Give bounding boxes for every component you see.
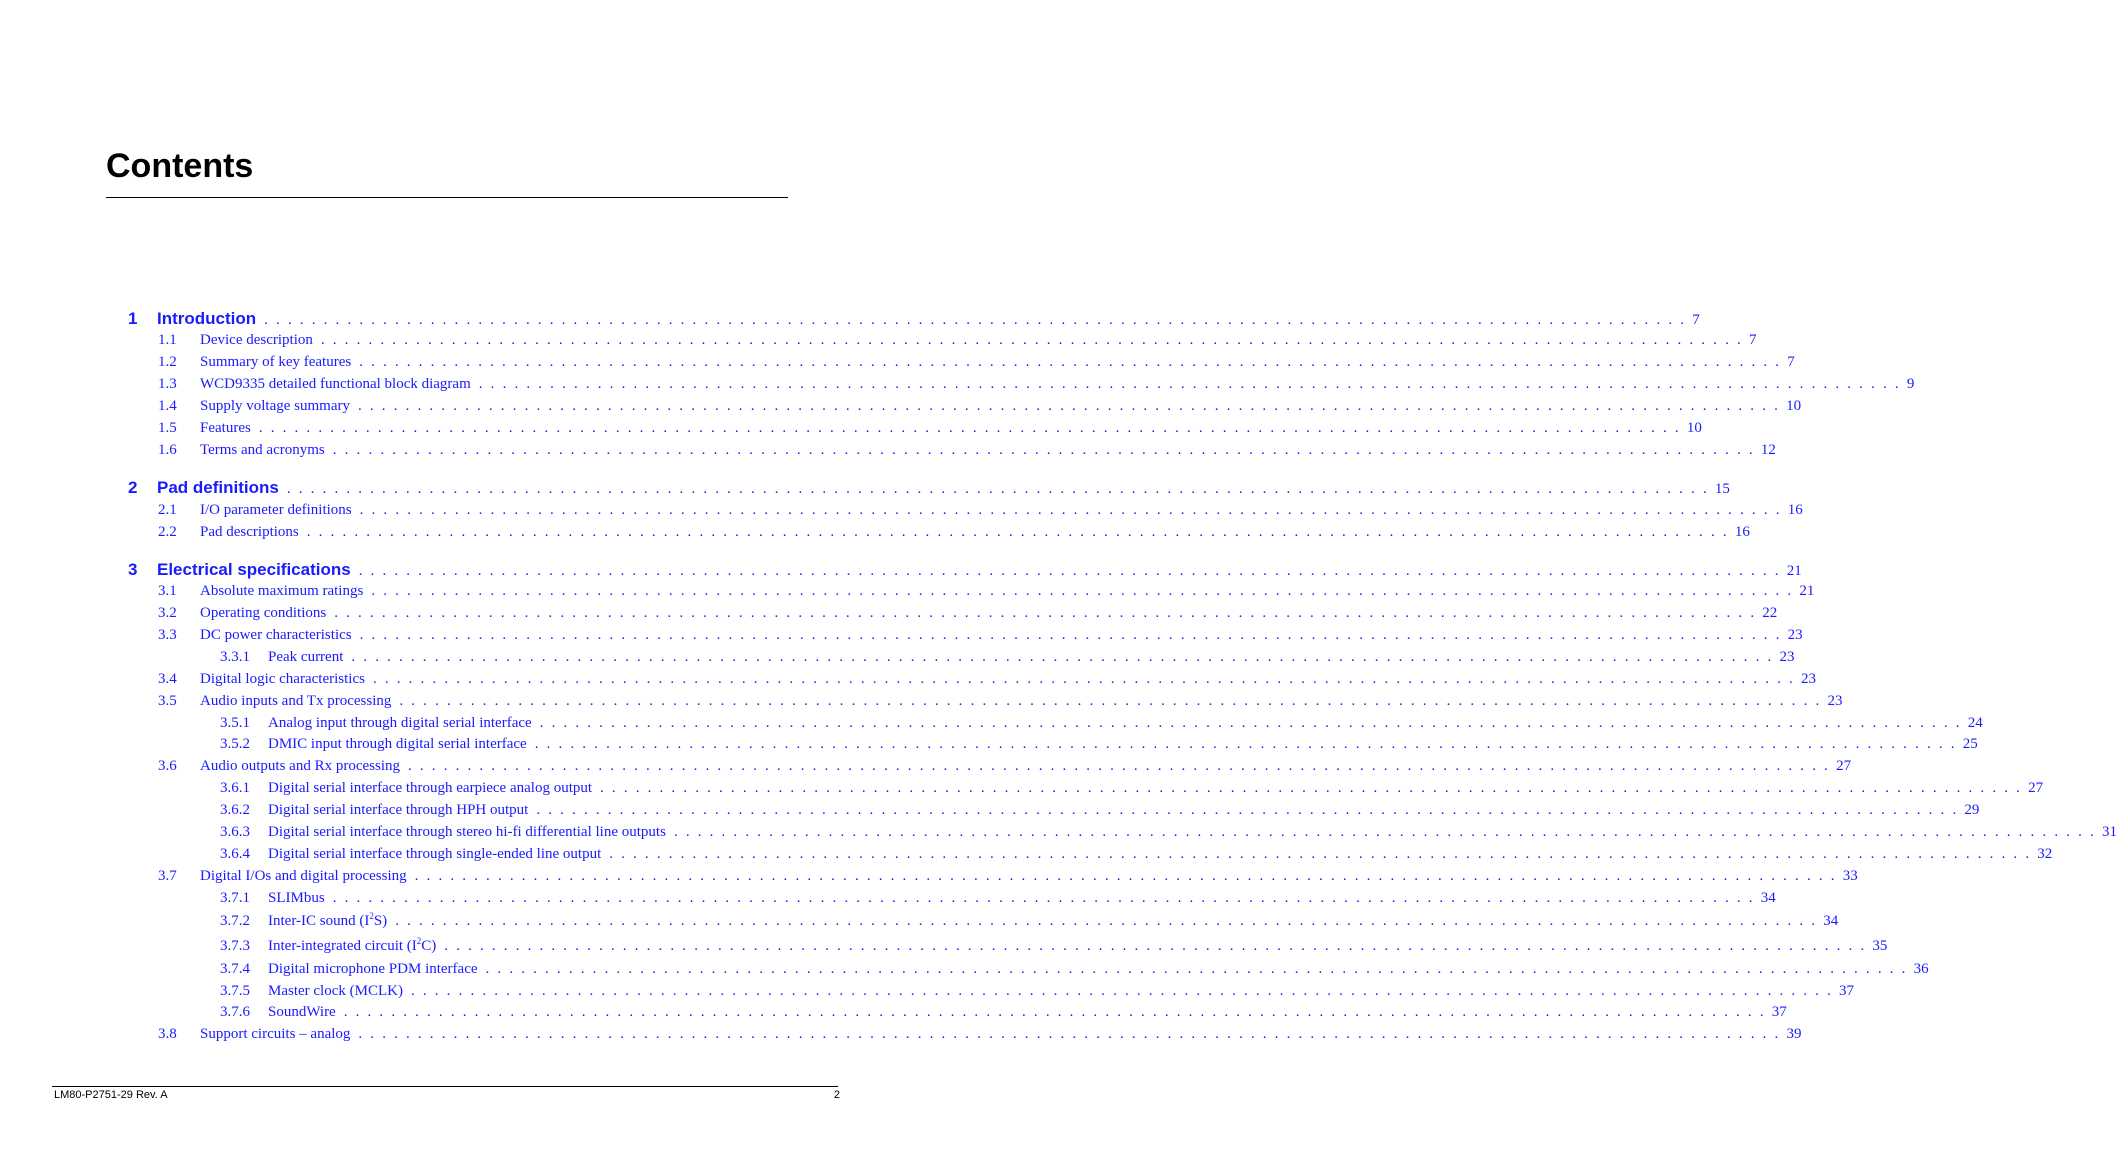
toc-entry-number: 3.6.3 (220, 824, 250, 840)
toc-page-number: 7 (1748, 332, 1757, 348)
toc-page-number: 34 (1760, 890, 1776, 906)
toc-page-number: 21 (1799, 583, 1815, 599)
toc-entry-number: 1 (128, 309, 138, 328)
toc-entry-number: 1.4 (158, 398, 177, 414)
toc-entry-number: 3.3 (158, 627, 177, 643)
toc-leader-dots: . . . . . . . . . . . . . . . . . . . . . . . . . . . . . . . . . . . . . . . . . . . . . . . . . . . . . . . . . . . . . . . . . . . . . . . . . . . . . . . . . . . . . . . . . . . . . . . . . . . . . . . . . . . . . . . . . . . . . . . . (358, 563, 1781, 579)
toc-section-entry[interactable] (158, 627, 1803, 644)
toc-page-number: 23 (1779, 649, 1795, 665)
toc-entry-label (200, 420, 251, 437)
title-rule (106, 197, 788, 198)
toc-entry-label (200, 332, 313, 349)
toc-entry-number: 3.6.2 (220, 802, 250, 818)
toc-entry-label (200, 524, 299, 541)
toc-entry-number: 1.3 (158, 376, 177, 392)
toc-section-entry[interactable] (158, 605, 1778, 622)
toc-entry-number: 3 (128, 560, 138, 579)
toc-entry-number: 3.7.5 (220, 983, 250, 999)
toc-entry-number: 3.7.2 (220, 913, 250, 929)
toc-entry-label (157, 560, 351, 580)
toc-entry-label (268, 983, 403, 1000)
toc-page-number: 32 (2037, 846, 2053, 862)
toc-entry-label (268, 649, 343, 666)
toc-entry-number: 1.2 (158, 354, 177, 370)
toc-entry-label-suffix: C) (421, 938, 437, 954)
toc-entry-label (200, 693, 391, 710)
toc-entry-label-text: Master clock (MCLK) (268, 983, 403, 999)
toc-entry-label-text: Digital serial interface through stereo hi-fi differential line outputs (268, 824, 666, 840)
toc-section-entry[interactable] (158, 693, 1843, 710)
toc-entry-label-text: Features (200, 420, 251, 436)
toc-entry-number: 3.8 (158, 1026, 177, 1042)
toc-section-entry[interactable] (220, 802, 1980, 819)
toc-page-number: 37 (1839, 983, 1855, 999)
toc-entry-number: 3.7.4 (220, 961, 250, 977)
toc-section-entry[interactable] (220, 890, 1776, 907)
toc-leader-dots: . . . . . . . . . . . . . . . . . . . . . . . . . . . . . . . . . . . . . . . . . . . . . . . . . . . . . . . . . . . . . . . . . . . . . . . . . . . . . . . . . . . . . . . . . . . . . . . . . . . . . . . . . . . . . . . . . . . . . . . . (410, 983, 1834, 999)
toc-section-entry[interactable] (158, 502, 1803, 519)
toc-entry-label (200, 627, 352, 644)
toc-section-entry[interactable] (158, 868, 1858, 885)
toc-section-entry[interactable] (220, 1004, 1787, 1021)
toc-page-number: 23 (1787, 627, 1803, 643)
toc-entry-label-text: Electrical specifications (157, 560, 351, 579)
toc-entry-number: 3.1 (158, 583, 177, 599)
toc-page-number: 9 (1906, 376, 1915, 392)
toc-entry-label-text: Audio outputs and Rx processing (200, 758, 400, 774)
toc-entry-label-text: Digital logic characteristics (200, 671, 365, 687)
toc-section-entry[interactable] (220, 736, 1978, 753)
toc-entry-label-suffix: S) (373, 913, 388, 929)
toc-leader-dots: . . . . . . . . . . . . . . . . . . . . . . . . . . . . . . . . . . . . . . . . . . . . . . . . . . . . . . . . . . . . . . . . . . . . . . . . . . . . . . . . . . . . . . . . . . . . . . . . . . . . . . . . . . . . . . . . . . . . . . . . (609, 846, 2032, 862)
toc-section-entry[interactable] (220, 983, 1855, 1000)
toc-leader-dots: . . . . . . . . . . . . . . . . . . . . . . . . . . . . . . . . . . . . . . . . . . . . . . . . . . . . . . . . . . . . . . . . . . . . . . . . . . . . . . . . . . . . . . . . . . . . . . . . . . . . . . . . . . . . . . . . . . . . . . . . (478, 376, 1901, 392)
toc-section-entry[interactable] (220, 715, 1983, 732)
toc-entry-label-text: Digital microphone PDM interface (268, 961, 478, 977)
toc-entry-label (200, 1026, 350, 1043)
toc-entry-label-text: Analog input through digital serial interface (268, 715, 532, 731)
toc-page-number: 33 (1842, 868, 1858, 884)
toc-page-number: 10 (1786, 398, 1802, 414)
toc-chapter-entry[interactable] (128, 309, 1700, 329)
toc-entry-number: 2.1 (158, 502, 177, 518)
toc-leader-dots: . . . . . . . . . . . . . . . . . . . . . . . . . . . . . . . . . . . . . . . . . . . . . . . . . . . . . . . . . . . . . . . . . . . . . . . . . . . . . . . . . . . . . . . . . . . . . . . . . . . . . . . . . . . . . . . . . . . . . . . . (358, 1026, 1781, 1042)
toc-page-number: 12 (1760, 442, 1776, 458)
toc-leader-dots: . . . . . . . . . . . . . . . . . . . . . . . . . . . . . . . . . . . . . . . . . . . . . . . . . . . . . . . . . . . . . . . . . . . . . . . . . . . . . . . . . . . . . . . . . . . . . . . . . . . . . . . . . . . . . . . . . . . . . . . . (343, 1004, 1766, 1020)
toc-entry-label (200, 671, 365, 688)
toc-leader-dots: . . . . . . . . . . . . . . . . . . . . . . . . . . . . . . . . . . . . . . . . . . . . . . . . . . . . . . . . . . . . . . . . . . . . . . . . . . . . . . . . . . . . . . . . . . . . . . . . . . . . . . . . . . . . . . . . . . . . . . . . (539, 715, 1962, 731)
toc-leader-dots: . . . . . . . . . . . . . . . . . . . . . . . . . . . . . . . . . . . . . . . . . . . . . . . . . . . . . . . . . . . . . . . . . . . . . . . . . . . . . . . . . . . . . . . . . . . . . . . . . . . . . . . . . . . . . . . . . . . . . . . . (444, 938, 1867, 954)
toc-page-number: 34 (1823, 913, 1839, 929)
toc-page-number: 23 (1827, 693, 1843, 709)
toc-entry-label-text: DMIC input through digital serial interface (268, 736, 527, 752)
toc-section-entry[interactable] (158, 376, 1915, 393)
toc-entry-label (200, 442, 325, 459)
toc-page-number: 29 (1964, 802, 1980, 818)
toc-entry-label-text: SLIMbus (268, 890, 325, 906)
toc-entry-label-text: Device description (200, 332, 313, 348)
toc-page-number: 7 (1787, 354, 1795, 370)
toc-entry-label (200, 398, 350, 415)
toc-section-entry[interactable] (220, 936, 1888, 955)
toc-leader-dots: . . . . . . . . . . . . . . . . . . . . . . . . . . . . . . . . . . . . . . . . . . . . . . . . . . . . . . . . . . . . . . . . . . . . . . . . . . . . . . . . . . . . . . . . . . . . . . . . . . . . . . . . . . . . . . . . . . . . . . . . (358, 398, 1781, 414)
toc-entry-number: 3.4 (158, 671, 177, 687)
toc-entry-label (268, 780, 592, 797)
toc-entry-label (268, 913, 387, 930)
toc-section-entry[interactable] (158, 332, 1757, 349)
toc-entry-label-text: SoundWire (268, 1004, 336, 1020)
toc-entry-label-text: I/O parameter definitions (200, 502, 352, 518)
toc-page-number: 21 (1786, 563, 1802, 579)
toc-page-number: 27 (2028, 780, 2044, 796)
toc-section-entry[interactable] (220, 911, 1839, 930)
toc-entry-number: 3.7.3 (220, 938, 250, 954)
toc-entry-number: 3.3.1 (220, 649, 250, 665)
toc-chapter-entry[interactable] (128, 478, 1730, 498)
toc-section-entry[interactable] (158, 442, 1776, 459)
toc-entry-label-text: Support circuits – analog (200, 1026, 351, 1042)
toc-section-entry[interactable] (158, 398, 1802, 415)
toc-leader-dots: . . . . . . . . . . . . . . . . . . . . . . . . . . . . . . . . . . . . . . . . . . . . . . . . . . . . . . . . . . . . . . . . . . . . . . . . . . . . . . . . . . . . . . . . . . . . . . . . . . . . . . . . . . . . . . . . . . . . . . . . (359, 354, 1782, 370)
toc-leader-dots: . . . . . . . . . . . . . . . . . . . . . . . . . . . . . . . . . . . . . . . . . . . . . . . . . . . . . . . . . . . . . . . . . . . . . . . . . . . . . . . . . . . . . . . . . . . . . . . . . . . . . . . . . . . . . . . . . . . . . . . . (414, 868, 1837, 884)
toc-entry-label-text: Absolute maximum ratings (200, 583, 364, 599)
page-number: 2 (833, 1089, 840, 1101)
toc-page-number: 37 (1771, 1004, 1787, 1020)
toc-section-entry[interactable] (220, 824, 2117, 841)
toc-entry-superscript: 2 (369, 911, 374, 921)
page-title: Contents (106, 147, 254, 185)
toc-entry-label (200, 605, 326, 622)
toc-section-entry[interactable] (158, 583, 1815, 600)
toc-entry-number: 3.5 (158, 693, 177, 709)
toc-entry-label-text: Terms and acronyms (200, 442, 325, 458)
toc-leader-dots: . . . . . . . . . . . . . . . . . . . . . . . . . . . . . . . . . . . . . . . . . . . . . . . . . . . . . . . . . . . . . . . . . . . . . . . . . . . . . . . . . . . . . . . . . . . . . . . . . . . . . . . . . . . . . . . . . . . . . . . . (286, 481, 1709, 497)
toc-leader-dots: . . . . . . . . . . . . . . . . . . . . . . . . . . . . . . . . . . . . . . . . . . . . . . . . . . . . . . . . . . . . . . . . . . . . . . . . . . . . . . . . . . . . . . . . . . . . . . . . . . . . . . . . . . . . . . . . . . . . . . . . (359, 627, 1782, 643)
toc-entry-number: 3.6 (158, 758, 177, 774)
toc-entry-label (268, 736, 527, 753)
toc-leader-dots: . . . . . . . . . . . . . . . . . . . . . . . . . . . . . . . . . . . . . . . . . . . . . . . . . . . . . . . . . . . . . . . . . . . . . . . . . . . . . . . . . . . . . . . . . . . . . . . . . . . . . . . . . . . . . . . . . . . . . . . . (673, 824, 2096, 840)
toc-entry-label (268, 824, 666, 841)
toc-leader-dots: . . . . . . . . . . . . . . . . . . . . . . . . . . . . . . . . . . . . . . . . . . . . . . . . . . . . . . . . . . . . . . . . . . . . . . . . . . . . . . . . . . . . . . . . . . . . . . . . . . . . . . . . . . . . . . . . . . . . . . . . (399, 693, 1822, 709)
toc-section-entry[interactable] (220, 780, 2044, 797)
toc-entry-label-text: Introduction (157, 309, 257, 328)
toc-entry-number: 1.5 (158, 420, 177, 436)
toc-leader-dots: . . . . . . . . . . . . . . . . . . . . . . . . . . . . . . . . . . . . . . . . . . . . . . . . . . . . . . . . . . . . . . . . . . . . . . . . . . . . . . . . . . . . . . . . . . . . . . . . . . . . . . . . . . . . . . . . . . . . . . . . (408, 758, 1831, 774)
toc-entry-label (200, 502, 352, 519)
toc-page-number: 31 (2102, 824, 2117, 840)
toc-leader-dots: . . . . . . . . . . . . . . . . . . . . . . . . . . . . . . . . . . . . . . . . . . . . . . . . . . . . . . . . . . . . . . . . . . . . . . . . . . . . . . . . . . . . . . . . . . . . . . . . . . . . . . . . . . . . . . . . . . . . . . . . (395, 913, 1818, 929)
toc-entry-label-text: Pad definitions (157, 478, 279, 497)
toc-leader-dots: . . . . . . . . . . . . . . . . . . . . . . . . . . . . . . . . . . . . . . . . . . . . . . . . . . . . . . . . . . . . . . . . . . . . . . . . . . . . . . . . . . . . . . . . . . . . . . . . . . . . . . . . . . . . . . . . . . . . . . . . (320, 332, 1743, 348)
toc-entry-label (200, 758, 400, 775)
toc-entry-label (200, 868, 407, 885)
toc-chapter-entry[interactable] (128, 560, 1802, 580)
toc-section-entry[interactable] (158, 758, 1852, 775)
toc-page-number: 25 (1962, 736, 1978, 752)
toc-entry-label-text: Operating conditions (200, 605, 327, 621)
toc-leader-dots: . . . . . . . . . . . . . . . . . . . . . . . . . . . . . . . . . . . . . . . . . . . . . . . . . . . . . . . . . . . . . . . . . . . . . . . . . . . . . . . . . . . . . . . . . . . . . . . . . . . . . . . . . . . . . . . . . . . . . . . . (371, 583, 1794, 599)
toc-entry-label-text: Digital serial interface through earpiece analog output (268, 780, 593, 796)
toc-entry-number: 3.7 (158, 868, 177, 884)
toc-entry-superscript: 2 (416, 936, 422, 946)
toc-section-entry[interactable] (158, 420, 1702, 437)
toc-entry-label (268, 715, 532, 732)
toc-section-entry[interactable] (220, 961, 1929, 978)
toc-section-entry[interactable] (158, 524, 1750, 541)
toc-entry-label (200, 354, 351, 371)
toc-entry-label (157, 309, 256, 329)
toc-leader-dots: . . . . . . . . . . . . . . . . . . . . . . . . . . . . . . . . . . . . . . . . . . . . . . . . . . . . . . . . . . . . . . . . . . . . . . . . . . . . . . . . . . . . . . . . . . . . . . . . . . . . . . . . . . . . . . . . . . . . . . . . (334, 605, 1757, 621)
toc-leader-dots: . . . . . . . . . . . . . . . . . . . . . . . . . . . . . . . . . . . . . . . . . . . . . . . . . . . . . . . . . . . . . . . . . . . . . . . . . . . . . . . . . . . . . . . . . . . . . . . . . . . . . . . . . . . . . . . . . . . . . . . . (306, 524, 1729, 540)
toc-entry-number: 3.5.1 (220, 715, 250, 731)
toc-page-number: 22 (1762, 605, 1778, 621)
toc-entry-label (268, 938, 436, 955)
toc-entry-label-text: Summary of key features (200, 354, 352, 370)
toc-entry-number: 3.7.1 (220, 890, 250, 906)
toc-page-number: 10 (1686, 420, 1702, 436)
toc-page-number: 35 (1872, 938, 1888, 954)
toc-entry-label (268, 846, 601, 863)
toc-page-number: 7 (1692, 312, 1700, 328)
page-footer (52, 1086, 840, 1101)
toc-section-entry[interactable] (158, 671, 1816, 688)
toc-entry-number: 3.5.2 (220, 736, 250, 752)
toc-entry-label-text: Digital serial interface through HPH output (268, 802, 529, 818)
toc-section-entry[interactable] (158, 1026, 1802, 1043)
toc-entry-number: 3.7.6 (220, 1004, 250, 1020)
toc-page-number: 39 (1786, 1026, 1802, 1042)
toc-section-entry[interactable] (220, 649, 1795, 666)
toc-entry-label-text: Peak current (268, 649, 344, 665)
toc-leader-dots: . . . . . . . . . . . . . . . . . . . . . . . . . . . . . . . . . . . . . . . . . . . . . . . . . . . . . . . . . . . . . . . . . . . . . . . . . . . . . . . . . . . . . . . . . . . . . . . . . . . . . . . . . . . . . . . . . . . . . . . . (351, 649, 1774, 665)
toc-entry-label-text: Pad descriptions (200, 524, 299, 540)
toc-entry-label-text: Digital serial interface through single-ended line output (268, 846, 602, 862)
toc-leader-dots: . . . . . . . . . . . . . . . . . . . . . . . . . . . . . . . . . . . . . . . . . . . . . . . . . . . . . . . . . . . . . . . . . . . . . . . . . . . . . . . . . . . . . . . . . . . . . . . . . . . . . . . . . . . . . . . . . . . . . . . . (359, 502, 1782, 518)
document-id: LM80-P2751-29 Rev. A (54, 1089, 168, 1101)
toc-page-number: 24 (1967, 715, 1983, 731)
toc-entry-number: 3.6.4 (220, 846, 250, 862)
toc-section-entry[interactable] (220, 846, 2053, 863)
toc-leader-dots: . . . . . . . . . . . . . . . . . . . . . . . . . . . . . . . . . . . . . . . . . . . . . . . . . . . . . . . . . . . . . . . . . . . . . . . . . . . . . . . . . . . . . . . . . . . . . . . . . . . . . . . . . . . . . . . . . . . . . . . . (485, 961, 1908, 977)
toc-entry-label (268, 1004, 336, 1021)
toc-page-number: 27 (1836, 758, 1852, 774)
toc-entry-number: 2.2 (158, 524, 177, 540)
toc-page-number: 16 (1787, 502, 1803, 518)
toc-entry-label (200, 376, 471, 393)
toc-entry-label (268, 890, 325, 907)
toc-leader-dots: . . . . . . . . . . . . . . . . . . . . . . . . . . . . . . . . . . . . . . . . . . . . . . . . . . . . . . . . . . . . . . . . . . . . . . . . . . . . . . . . . . . . . . . . . . . . . . . . . . . . . . . . . . . . . . . . . . . . . . . . (258, 420, 1681, 436)
toc-entry-number: 3.2 (158, 605, 177, 621)
toc-entry-number: 1.6 (158, 442, 177, 458)
toc-entry-label-text: Audio inputs and Tx processing (200, 693, 392, 709)
toc-entry-label-text: Digital I/Os and digital processing (200, 868, 407, 884)
toc-entry-label-text: Inter-IC sound (I (268, 913, 370, 929)
toc-page-number: 23 (1801, 671, 1816, 687)
toc-page-number: 15 (1714, 481, 1730, 497)
toc-entry-number: 1.1 (158, 332, 177, 348)
toc-entry-label (268, 961, 478, 978)
toc-leader-dots: . . . . . . . . . . . . . . . . . . . . . . . . . . . . . . . . . . . . . . . . . . . . . . . . . . . . . . . . . . . . . . . . . . . . . . . . . . . . . . . . . . . . . . . . . . . . . . . . . . . . . . . . . . . . . . . . . . . . . . . . (536, 802, 1959, 818)
toc-entry-label-text: Inter-integrated circuit (I (268, 938, 417, 954)
toc-entry-label-text: DC power characteristics (200, 627, 352, 643)
toc-leader-dots: . . . . . . . . . . . . . . . . . . . . . . . . . . . . . . . . . . . . . . . . . . . . . . . . . . . . . . . . . . . . . . . . . . . . . . . . . . . . . . . . . . . . . . . . . . . . . . . . . . . . . . . . . . . . . . . . . . . . . . . . (264, 312, 1687, 328)
toc-page-number: 36 (1913, 961, 1929, 977)
toc-entry-label (200, 583, 363, 600)
toc-leader-dots: . . . . . . . . . . . . . . . . . . . . . . . . . . . . . . . . . . . . . . . . . . . . . . . . . . . . . . . . . . . . . . . . . . . . . . . . . . . . . . . . . . . . . . . . . . . . . . . . . . . . . . . . . . . . . . . . . . . . . . . . (332, 442, 1755, 458)
toc-entry-label-text: WCD9335 detailed functional block diagram (200, 376, 471, 392)
toc-entry-label-text: Supply voltage summary (200, 398, 350, 414)
toc-entry-number: 2 (128, 478, 138, 497)
toc-leader-dots: . . . . . . . . . . . . . . . . . . . . . . . . . . . . . . . . . . . . . . . . . . . . . . . . . . . . . . . . . . . . . . . . . . . . . . . . . . . . . . . . . . . . . . . . . . . . . . . . . . . . . . . . . . . . . . . . . . . . . . . . (332, 890, 1755, 906)
toc-section-entry[interactable] (158, 354, 1795, 371)
toc-leader-dots: . . . . . . . . . . . . . . . . . . . . . . . . . . . . . . . . . . . . . . . . . . . . . . . . . . . . . . . . . . . . . . . . . . . . . . . . . . . . . . . . . . . . . . . . . . . . . . . . . . . . . . . . . . . . . . . . . . . . . . . . (534, 736, 1957, 752)
toc-leader-dots: . . . . . . . . . . . . . . . . . . . . . . . . . . . . . . . . . . . . . . . . . . . . . . . . . . . . . . . . . . . . . . . . . . . . . . . . . . . . . . . . . . . . . . . . . . . . . . . . . . . . . . . . . . . . . . . . . . . . . . . . (600, 780, 2023, 796)
toc-leader-dots: . . . . . . . . . . . . . . . . . . . . . . . . . . . . . . . . . . . . . . . . . . . . . . . . . . . . . . . . . . . . . . . . . . . . . . . . . . . . . . . . . . . . . . . . . . . . . . . . . . . . . . . . . . . . . . . . . . . . . . . . (372, 671, 1795, 687)
toc-entry-number: 3.6.1 (220, 780, 250, 796)
toc-page-number: 16 (1734, 524, 1750, 540)
toc-entry-label (157, 478, 279, 498)
toc-entry-label (268, 802, 528, 819)
